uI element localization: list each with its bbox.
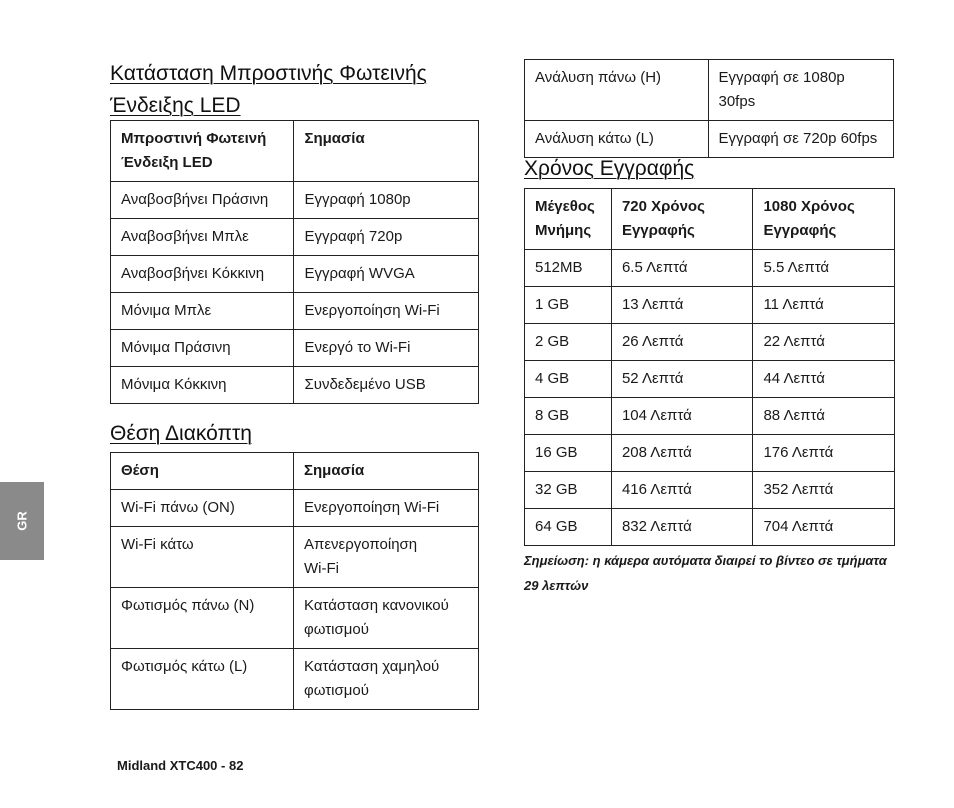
table-cell: 208 Λεπτά — [611, 435, 753, 472]
table-cell: Αναβοσβήνει Μπλε — [111, 219, 294, 256]
recording-note: Σημείωση: η κάμερα αυτόματα διαιρεί το βίντεο σε τμήματα 29 λεπτών — [524, 553, 887, 593]
table-row — [525, 398, 895, 435]
table-cell: 88 Λεπτά — [753, 398, 895, 435]
led-section-title-line2: Ένδειξης LED — [110, 94, 241, 117]
table-cell: Φωτισμός κάτω (L) — [111, 649, 294, 710]
table-cell: 64 GB — [525, 509, 612, 546]
table-cell: Ανάλυση πάνω (H) — [525, 60, 709, 121]
table-cell: Αναβοσβήνει Πράσινη — [111, 182, 294, 219]
led-status-table — [110, 120, 479, 404]
table-row — [111, 490, 479, 527]
header-cell: Μπροστινή Φωτεινή Ένδειξη LED — [111, 121, 294, 182]
table-cell: Μόνιμα Κόκκινη — [111, 367, 294, 404]
table-cell: 2 GB — [525, 324, 612, 361]
table-row — [525, 60, 894, 121]
table-row — [111, 293, 479, 330]
table-cell: Ενεργοποίηση Wi-Fi — [294, 490, 479, 527]
table-row — [111, 367, 479, 404]
led-section-title-line1: Κατάσταση Μπροστινής Φωτεινής — [110, 62, 427, 85]
switch-section-title: Θέση Διακόπτη — [110, 422, 252, 445]
table-row — [111, 649, 479, 710]
table-cell: 32 GB — [525, 472, 612, 509]
table-row — [525, 435, 895, 472]
table-cell: Συνδεδεμένο USB — [294, 367, 479, 404]
table-cell: 4 GB — [525, 361, 612, 398]
table-cell: 6.5 Λεπτά — [611, 250, 753, 287]
table-row — [525, 509, 895, 546]
table-row — [525, 361, 895, 398]
table-cell: Κατάσταση κανονικού φωτισμού — [294, 588, 479, 649]
table-cell: 416 Λεπτά — [611, 472, 753, 509]
table-row — [525, 287, 895, 324]
table-cell: Wi-Fi κάτω — [111, 527, 294, 588]
table-cell: Μόνιμα Πράσινη — [111, 330, 294, 367]
recording-time-table — [524, 188, 895, 546]
table-row — [525, 324, 895, 361]
resolution-table — [524, 59, 894, 158]
table-cell: Εγγραφή 1080p — [294, 182, 479, 219]
table-cell: Εγγραφή 720p — [294, 219, 479, 256]
table-cell: Ενεργοποίηση Wi-Fi — [294, 293, 479, 330]
table-cell: Φωτισμός πάνω (N) — [111, 588, 294, 649]
table-cell: 11 Λεπτά — [753, 287, 895, 324]
table-cell: Μόνιμα Μπλε — [111, 293, 294, 330]
table-cell: 176 Λεπτά — [753, 435, 895, 472]
header-cell: Σημασία — [294, 121, 479, 182]
table-cell: 16 GB — [525, 435, 612, 472]
header-cell: Θέση — [111, 453, 294, 490]
table-cell: Απενεργοποίηση Wi-Fi — [294, 527, 479, 588]
header-cell: Σημασία — [294, 453, 479, 490]
table-row — [525, 250, 895, 287]
table-cell: Κατάσταση χαμηλού φωτισμού — [294, 649, 479, 710]
table-cell: Ενεργό το Wi-Fi — [294, 330, 479, 367]
table-cell: Αναβοσβήνει Κόκκινη — [111, 256, 294, 293]
table-cell: 52 Λεπτά — [611, 361, 753, 398]
table-cell: Εγγραφή σε 1080p 30fps — [708, 60, 894, 121]
table-header-row — [111, 453, 479, 490]
language-tab — [0, 482, 44, 560]
table-cell: 704 Λεπτά — [753, 509, 895, 546]
table-cell: 13 Λεπτά — [611, 287, 753, 324]
table-cell: 44 Λεπτά — [753, 361, 895, 398]
header-cell: Μέγεθος Μνήμης — [525, 189, 612, 250]
table-cell: 8 GB — [525, 398, 612, 435]
table-row — [111, 182, 479, 219]
table-cell: Εγγραφή σε 720p 60fps — [708, 121, 894, 158]
table-cell: Wi-Fi πάνω (ON) — [111, 490, 294, 527]
table-row — [111, 588, 479, 649]
table-cell: 1 GB — [525, 287, 612, 324]
table-row — [111, 527, 479, 588]
table-header-row — [525, 189, 895, 250]
switch-position-table — [110, 452, 479, 710]
table-row — [525, 472, 895, 509]
table-row — [111, 256, 479, 293]
language-tab-label: GR — [14, 511, 30, 531]
header-cell: 1080 Χρόνος Εγγραφής — [753, 189, 895, 250]
led-section-title — [110, 58, 427, 122]
table-header-row — [111, 121, 479, 182]
recording-section-title: Χρόνος Εγγραφής — [524, 157, 695, 180]
table-cell: 26 Λεπτά — [611, 324, 753, 361]
table-cell: 512MB — [525, 250, 612, 287]
table-cell: 5.5 Λεπτά — [753, 250, 895, 287]
table-cell: 22 Λεπτά — [753, 324, 895, 361]
table-row — [111, 219, 479, 256]
header-cell: 720 Χρόνος Εγγραφής — [611, 189, 753, 250]
page-footer: Midland XTC400 - 82 — [117, 758, 244, 773]
table-cell: Ανάλυση κάτω (L) — [525, 121, 709, 158]
table-cell: 832 Λεπτά — [611, 509, 753, 546]
table-cell: 352 Λεπτά — [753, 472, 895, 509]
table-row — [111, 330, 479, 367]
table-cell: Εγγραφή WVGA — [294, 256, 479, 293]
table-cell: 104 Λεπτά — [611, 398, 753, 435]
table-row — [525, 121, 894, 158]
